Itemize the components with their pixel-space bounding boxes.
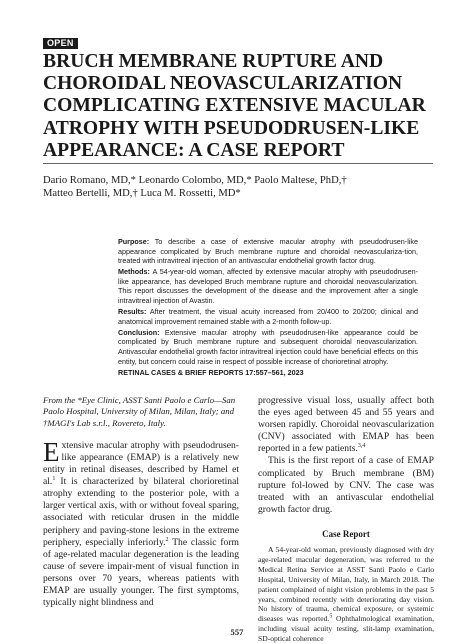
drop-cap: E (43, 436, 60, 467)
abstract-purpose (118, 237, 418, 266)
title-divider (43, 163, 433, 164)
report-paragraph: This is the first report of a case of EMAP complicated by Bruch membrane (BM) rupture fol-lowed by CNV. The case was treated with an antivascular endothelial growth factor drug. (258, 455, 434, 515)
page-number: 557 (230, 627, 244, 637)
title-line: BRUCH MEMBRANE RUPTURE AND (43, 51, 384, 72)
abstract-conclusion-label: Conclusion: (118, 327, 160, 337)
affiliation-note: From the *Eye Clinic, ASST Santi Paolo e Carlo—San Paolo Hospital, University of Milan, Milan, Italy; and †MAGI's Lab s.r.l., Rovereto, Italy. (43, 395, 236, 428)
right-column (258, 395, 434, 644)
intro-text-1: xtensive macular atrophy with pseudodrusen-like appearance (EMAP) is a relatively new entity in retinal diseases, described by Hamel et al. (43, 439, 239, 488)
reference-5[interactable]: 5 (329, 613, 333, 620)
article-title (43, 51, 443, 162)
author-list (43, 174, 347, 200)
abstract-methods-label: Methods: (118, 267, 150, 277)
left-column (43, 395, 239, 609)
abstract-purpose-label: Purpose: (118, 237, 150, 246)
introduction-paragraph (43, 436, 239, 609)
continuation-paragraph (258, 395, 434, 455)
abstract-conclusion-text: Extensive macular atrophy with pseudodrusen-like appearance could be complicated by Bruch membrane rupture and subsequent choroidal neovascularization. Antivascular endothelial growth factor intravitreal injection could have beneficial effects on this entity, but concern could raise in respect of possible increase of chorioretinal atrophy. (118, 327, 418, 366)
case-report-heading: Case Report (322, 528, 370, 539)
title-line: ATROPHY WITH PSEUDODRUSEN-LIKE (43, 117, 420, 139)
title-line: CHOROIDAL NEOVASCULARIZATION (43, 73, 403, 95)
intro-text-3: The classic form of age-related macular degeneration is the leading cause of severe impair-ment of visual function in persons over 70 years, whereas patients with EMAP are usually younger. The first symptoms, typically night blindness and (43, 536, 239, 609)
abstract-methods-text: A 54-year-old woman, affected by extensive macular atrophy with pseudodrusen-like appearance, has developed Bruch membrane rupture and choroidal neovascularization. This report discusses the development of the disease and the improvement after a single intravitreal injection of Avastin. (118, 267, 418, 306)
abstract-purpose-text: To describe a case of extensive macular atrophy with pseudodrusen-like appearance complicated by Bruch membrane rupture and choroidal neovasculariza-tion, treated with intravitreal injection of an antivascular endothelial growth factor drug. (118, 237, 418, 266)
author-line: Matteo Bertelli, MD,† Luca M. Rossetti, MD* (43, 188, 241, 199)
abstract-results (118, 307, 418, 326)
reference-3-4[interactable]: 3,4 (357, 443, 366, 450)
continuation-text: progressive visual loss, usually affect both the eyes aged between 45 and 55 years and worsen rapidly. Choroidal neovascularization (CNV) associated with EMAP has been reported in a few patients. (258, 395, 434, 455)
abstract-results-text: After treatment, the visual acuity increased from 20/400 to 20/200; clinical and anatomical improvement remained stable with a 2-month follow-up. (118, 307, 418, 326)
abstract-block (118, 237, 418, 379)
abstract-results-label: Results: (118, 307, 147, 317)
case-text-1: A 54-year-old woman, previously diagnosed with dry age-related macular degeneration, was referred to the Medical Retina Service at ASST Santi Paolo e Carlo Hospital, University of Milan, Italy, in March 2018. The patient complained of night vision problems in the past 5 years, combined recently with deteriorating day vision. No history of trauma, chemical exposure, or systemic diseases was reported. (258, 545, 434, 624)
title-line: APPEARANCE: A CASE REPORT (43, 139, 345, 161)
abstract-conclusion (118, 328, 418, 366)
journal-citation: RETINAL CASES & BRIEF REPORTS 17:557–561, 2023 (118, 367, 304, 377)
title-line: COMPLICATING EXTENSIVE MACULAR (43, 95, 426, 117)
open-access-badge: OPEN (43, 38, 78, 49)
intro-text-2: It is characterized by bilateral chorioretinal atrophy extending to the posterior pole, with a larger vertical axis, with or without foveal sparing, associated with reticular drusen in the middle periphery and paving-stone lesions in the extreme periphery, especially inferiorly. (43, 476, 239, 548)
reference-1[interactable]: 1 (52, 475, 56, 482)
abstract-methods (118, 267, 418, 305)
author-line: Dario Romano, MD,* Leonardo Colombo, MD,* Paolo Maltese, PhD,† (43, 175, 347, 186)
case-text-2: Ophthalmological examination, including visual acuity testing, slit-lamp examination, SD-optical coherence (258, 614, 434, 644)
reference-2[interactable]: 2 (165, 536, 169, 543)
